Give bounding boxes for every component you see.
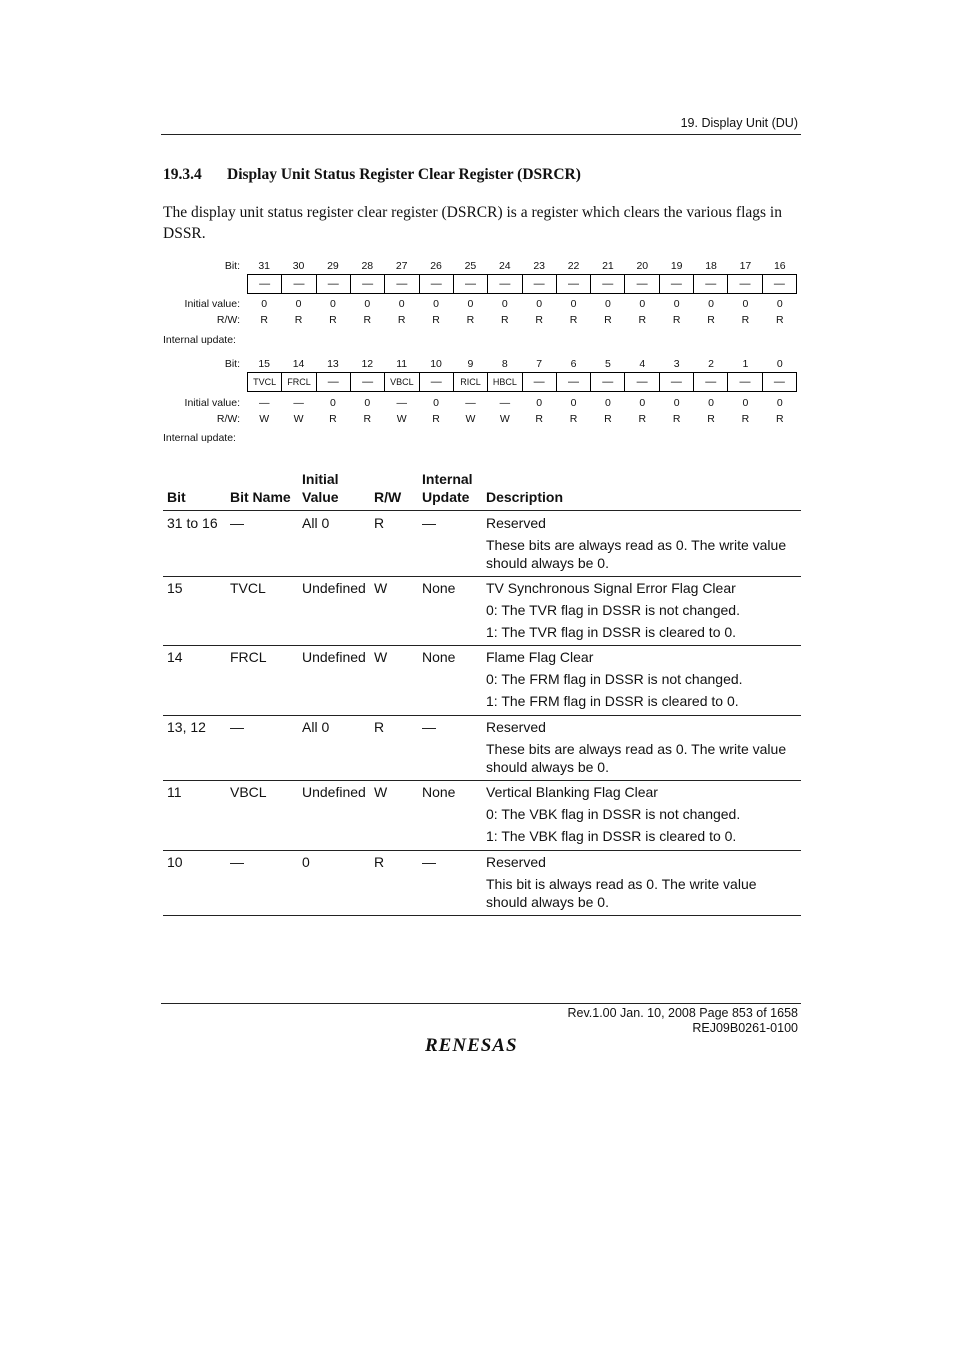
register-field: — xyxy=(660,373,694,391)
bit-number: 18 xyxy=(705,260,717,272)
initial-value: 0 xyxy=(467,298,474,310)
bit-number: 26 xyxy=(430,260,442,272)
rw-value: R xyxy=(604,314,612,326)
row-divider xyxy=(163,780,801,781)
initial-label-upper: Initial value: xyxy=(184,298,240,310)
initial-value: 0 xyxy=(776,298,783,310)
rw-value: R xyxy=(535,314,543,326)
register-field: — xyxy=(488,275,522,293)
rw-value: R xyxy=(397,314,406,326)
bit-number: 30 xyxy=(292,260,305,272)
bit-number: 21 xyxy=(602,260,614,272)
bit-number: 12 xyxy=(361,358,374,370)
cell-bit: 10 xyxy=(167,854,183,870)
row-divider xyxy=(163,850,801,851)
initial-value: — xyxy=(258,397,270,409)
cell-bit: 11 xyxy=(167,784,182,800)
rw-value: R xyxy=(294,314,303,326)
description-line: Reserved xyxy=(486,854,546,870)
bit-number: 16 xyxy=(773,260,786,272)
initial-value: 0 xyxy=(536,298,543,310)
initial-value: 0 xyxy=(776,397,783,409)
cell-internal-update: — xyxy=(422,719,436,735)
svg-text:RENESAS: RENESAS xyxy=(425,1035,518,1055)
col-header-rw: R/W xyxy=(374,489,402,505)
bit-number: 2 xyxy=(708,358,714,370)
bit-number: 4 xyxy=(639,358,646,370)
bit-number: 5 xyxy=(605,358,611,370)
initial-value: 0 xyxy=(330,298,336,310)
register-field: FRCL xyxy=(282,373,316,391)
register-field: — xyxy=(248,275,282,293)
bit-number: 10 xyxy=(430,358,442,370)
bit-number: 13 xyxy=(327,358,339,370)
initial-value: 0 xyxy=(742,397,749,409)
register-field: — xyxy=(773,376,785,388)
description-line: 1: The TVR flag in DSSR is cleared to 0. xyxy=(486,624,737,640)
col-header-initial-line1: Initial xyxy=(302,471,339,487)
cell-initial-value: 0 xyxy=(302,854,310,870)
description-line: Flame Flag Clear xyxy=(486,649,594,665)
cell-description xyxy=(486,514,801,576)
initial-value: 0 xyxy=(742,298,749,310)
bit-number: 28 xyxy=(361,260,374,272)
rw-value: R xyxy=(741,413,750,425)
initial-value: 0 xyxy=(364,298,371,310)
description-line: These bits are always read as 0. The write value should always be 0. xyxy=(486,741,787,775)
initial-value: 0 xyxy=(295,298,302,310)
bit-label-upper: Bit: xyxy=(224,260,240,272)
rw-value: R xyxy=(260,314,268,326)
bit-number: 14 xyxy=(292,358,305,370)
description-line: This bit is always read as 0. The write value should always be 0. xyxy=(486,876,757,910)
rw-value: R xyxy=(329,314,337,326)
register-field: — xyxy=(557,275,591,293)
bit-label-lower: Bit: xyxy=(224,358,240,370)
register-field: — xyxy=(454,275,488,293)
rw-value: W xyxy=(465,413,476,425)
rw-value: R xyxy=(638,413,647,425)
col-header-description: Description xyxy=(486,489,564,505)
table-header-rule xyxy=(163,510,801,511)
initial-value: 0 xyxy=(261,298,268,310)
col-header-bitname: Bit Name xyxy=(230,489,291,505)
rw-value: R xyxy=(741,314,750,326)
cell-internal-update: — xyxy=(422,515,436,531)
initial-value: 0 xyxy=(673,298,680,310)
register-field: — xyxy=(282,275,316,293)
cell-description xyxy=(486,579,801,645)
register-field: — xyxy=(694,373,728,391)
cell-bit: 14 xyxy=(167,649,183,665)
row-divider xyxy=(163,576,801,577)
register-field: TVCL xyxy=(248,373,282,391)
bit-number: 9 xyxy=(467,358,474,370)
initial-value: 0 xyxy=(536,397,543,409)
bit-number: 0 xyxy=(776,358,783,370)
header-rule xyxy=(161,134,801,135)
register-field: RICL xyxy=(454,373,488,391)
rw-value: R xyxy=(329,413,337,425)
initial-value: 0 xyxy=(605,397,611,409)
rw-value: R xyxy=(707,314,715,326)
bit-number: 31 xyxy=(258,260,271,272)
bit-number: 6 xyxy=(570,358,577,370)
description-line: 1: The FRM flag in DSSR is cleared to 0. xyxy=(486,693,739,709)
description-line: Vertical Blanking Flag Clear xyxy=(486,784,658,800)
cell-initial-value: Undefined xyxy=(302,649,366,665)
initial-value: — xyxy=(499,397,511,409)
rw-value: R xyxy=(569,314,578,326)
bit-number: 23 xyxy=(533,260,546,272)
initial-value: 0 xyxy=(433,298,439,310)
col-header-bit: Bit xyxy=(167,489,186,505)
register-field: — xyxy=(351,373,385,391)
bit-number: 11 xyxy=(396,358,408,370)
internal-label-upper: Internal update: xyxy=(163,334,236,346)
bit-number: 24 xyxy=(498,260,511,272)
initial-value: 0 xyxy=(330,397,336,409)
cell-rw: W xyxy=(374,784,388,800)
rw-value: R xyxy=(776,314,784,326)
row-divider xyxy=(163,915,801,916)
rw-value: R xyxy=(363,413,372,425)
cell-bit-name: — xyxy=(230,515,244,531)
cell-description xyxy=(486,718,801,780)
cell-internal-update: None xyxy=(422,784,456,800)
initial-value: 0 xyxy=(639,298,646,310)
footer-docnum: REJ09B0261-0100 xyxy=(692,1021,798,1035)
initial-value: 0 xyxy=(433,397,439,409)
description-line: 0: The FRM flag in DSSR is not changed. xyxy=(486,671,743,687)
register-field: HBCL xyxy=(488,373,522,391)
cell-bit-name: TVCL xyxy=(230,580,266,596)
bit-number: 8 xyxy=(501,358,508,370)
col-header-update xyxy=(422,470,473,506)
footer-rule xyxy=(161,1003,801,1004)
cell-bit: 13, 12 xyxy=(167,719,206,735)
register-field: — xyxy=(351,275,385,293)
cell-bit-name: — xyxy=(230,854,244,870)
register-field: — xyxy=(317,373,351,391)
bit-number: 3 xyxy=(673,358,680,370)
rw-value: R xyxy=(466,314,475,326)
rw-value: R xyxy=(432,413,440,425)
cell-rw: R xyxy=(374,854,385,870)
register-field: — xyxy=(317,275,351,293)
register-field: — xyxy=(557,373,591,391)
bit-number: 1 xyxy=(742,358,749,370)
col-header-update-line2: Update xyxy=(422,489,470,505)
section-number: 19.3.4 xyxy=(163,166,202,183)
register-fields-upper xyxy=(247,274,797,294)
rw-value: R xyxy=(432,314,440,326)
rw-value: W xyxy=(499,413,510,425)
register-field: — xyxy=(625,275,659,293)
register-field: — xyxy=(420,275,454,293)
cell-internal-update: None xyxy=(422,580,456,596)
initial-value: 0 xyxy=(673,397,680,409)
initial-value: 0 xyxy=(570,298,577,310)
initial-value: — xyxy=(293,397,304,409)
cell-bit-name: FRCL xyxy=(230,649,267,665)
cell-bit-name: VBCL xyxy=(230,784,267,800)
description-line: 1: The VBK flag in DSSR is cleared to 0. xyxy=(486,828,737,844)
initial-value: 0 xyxy=(708,397,714,409)
chapter-header: 19. Display Unit (DU) xyxy=(680,116,798,130)
initial-value: 0 xyxy=(708,298,714,310)
register-field: — xyxy=(728,275,762,293)
col-header-update-line1: Internal xyxy=(422,471,473,487)
register-field: — xyxy=(625,373,659,391)
cell-rw: W xyxy=(374,580,388,596)
row-divider xyxy=(163,645,801,646)
cell-rw: W xyxy=(374,649,388,665)
section-title-text: Display Unit Status Register Clear Register (DSRCR) xyxy=(227,166,581,183)
register-field: — xyxy=(660,275,694,293)
description-line: Reserved xyxy=(486,515,546,531)
register-field: — xyxy=(591,275,625,293)
register-field: — xyxy=(385,275,419,293)
register-fields-lower xyxy=(247,372,797,392)
rw-value: R xyxy=(569,413,578,425)
cell-bit: 31 to 16 xyxy=(167,515,218,531)
rw-value: R xyxy=(672,314,681,326)
cell-rw: R xyxy=(374,515,385,531)
register-field: VBCL xyxy=(385,373,419,391)
bit-number: 29 xyxy=(327,260,339,272)
rw-value: W xyxy=(293,413,304,425)
cell-rw: R xyxy=(374,719,385,735)
description-line: 0: The VBK flag in DSSR is not changed. xyxy=(486,806,741,822)
rw-label-lower: R/W: xyxy=(216,413,240,425)
bit-number: 15 xyxy=(258,358,271,370)
rw-label-upper: R/W: xyxy=(216,314,240,326)
row-divider xyxy=(163,715,801,716)
cell-initial-value: Undefined xyxy=(302,580,366,596)
bit-number: 22 xyxy=(567,260,580,272)
col-header-initial-line2: Value xyxy=(302,489,339,505)
rw-value: R xyxy=(776,413,784,425)
cell-internal-update: — xyxy=(422,854,436,870)
rw-value: R xyxy=(535,413,543,425)
register-field: — xyxy=(773,278,785,290)
bit-number: 20 xyxy=(636,260,649,272)
initial-value: — xyxy=(465,397,476,409)
renesas-logo xyxy=(425,1035,543,1060)
rw-value: R xyxy=(363,314,372,326)
rw-value: R xyxy=(501,314,509,326)
cell-bit: 15 xyxy=(167,580,183,596)
cell-description xyxy=(486,853,801,915)
register-field: — xyxy=(591,373,625,391)
intro-paragraph: The display unit status register clear register (DSRCR) is a register which clears the various flags in DSSR. xyxy=(163,204,782,242)
bit-number: 19 xyxy=(670,260,683,272)
cell-description xyxy=(486,783,801,849)
register-field: — xyxy=(523,275,557,293)
description-line: TV Synchronous Signal Error Flag Clear xyxy=(486,580,736,596)
description-line: These bits are always read as 0. The write value should always be 0. xyxy=(486,537,787,571)
register-field: — xyxy=(694,275,728,293)
internal-label-lower: Internal update: xyxy=(163,432,236,444)
rw-value: R xyxy=(604,413,612,425)
description-line: 0: The TVR flag in DSSR is not changed. xyxy=(486,602,740,618)
initial-value: 0 xyxy=(364,397,371,409)
cell-internal-update: None xyxy=(422,649,456,665)
initial-label-lower: Initial value: xyxy=(184,397,240,409)
initial-value: 0 xyxy=(501,298,508,310)
initial-value: 0 xyxy=(639,397,646,409)
section-title xyxy=(163,166,581,184)
rw-value: R xyxy=(672,413,681,425)
initial-value: 0 xyxy=(605,298,611,310)
initial-value: 0 xyxy=(398,298,405,310)
register-field: — xyxy=(728,373,762,391)
initial-value: 0 xyxy=(570,397,577,409)
bit-number: 17 xyxy=(739,260,752,272)
rw-value: R xyxy=(638,314,647,326)
cell-description xyxy=(486,648,801,714)
description-line: Reserved xyxy=(486,719,546,735)
register-field: — xyxy=(523,373,557,391)
bit-number: 7 xyxy=(536,358,543,370)
rw-value: W xyxy=(259,413,270,425)
rw-value: W xyxy=(396,413,407,425)
col-header-initial xyxy=(302,470,339,506)
cell-initial-value: All 0 xyxy=(302,719,330,735)
cell-bit-name: — xyxy=(230,719,244,735)
footer-revision: Rev.1.00 Jan. 10, 2008 Page 853 of 1658 xyxy=(567,1006,798,1020)
cell-initial-value: All 0 xyxy=(302,515,330,531)
bit-number: 27 xyxy=(395,260,408,272)
rw-value: R xyxy=(707,413,715,425)
bit-number: 25 xyxy=(464,260,477,272)
initial-value: — xyxy=(396,397,407,409)
register-field: — xyxy=(420,373,454,391)
cell-initial-value: Undefined xyxy=(302,784,366,800)
